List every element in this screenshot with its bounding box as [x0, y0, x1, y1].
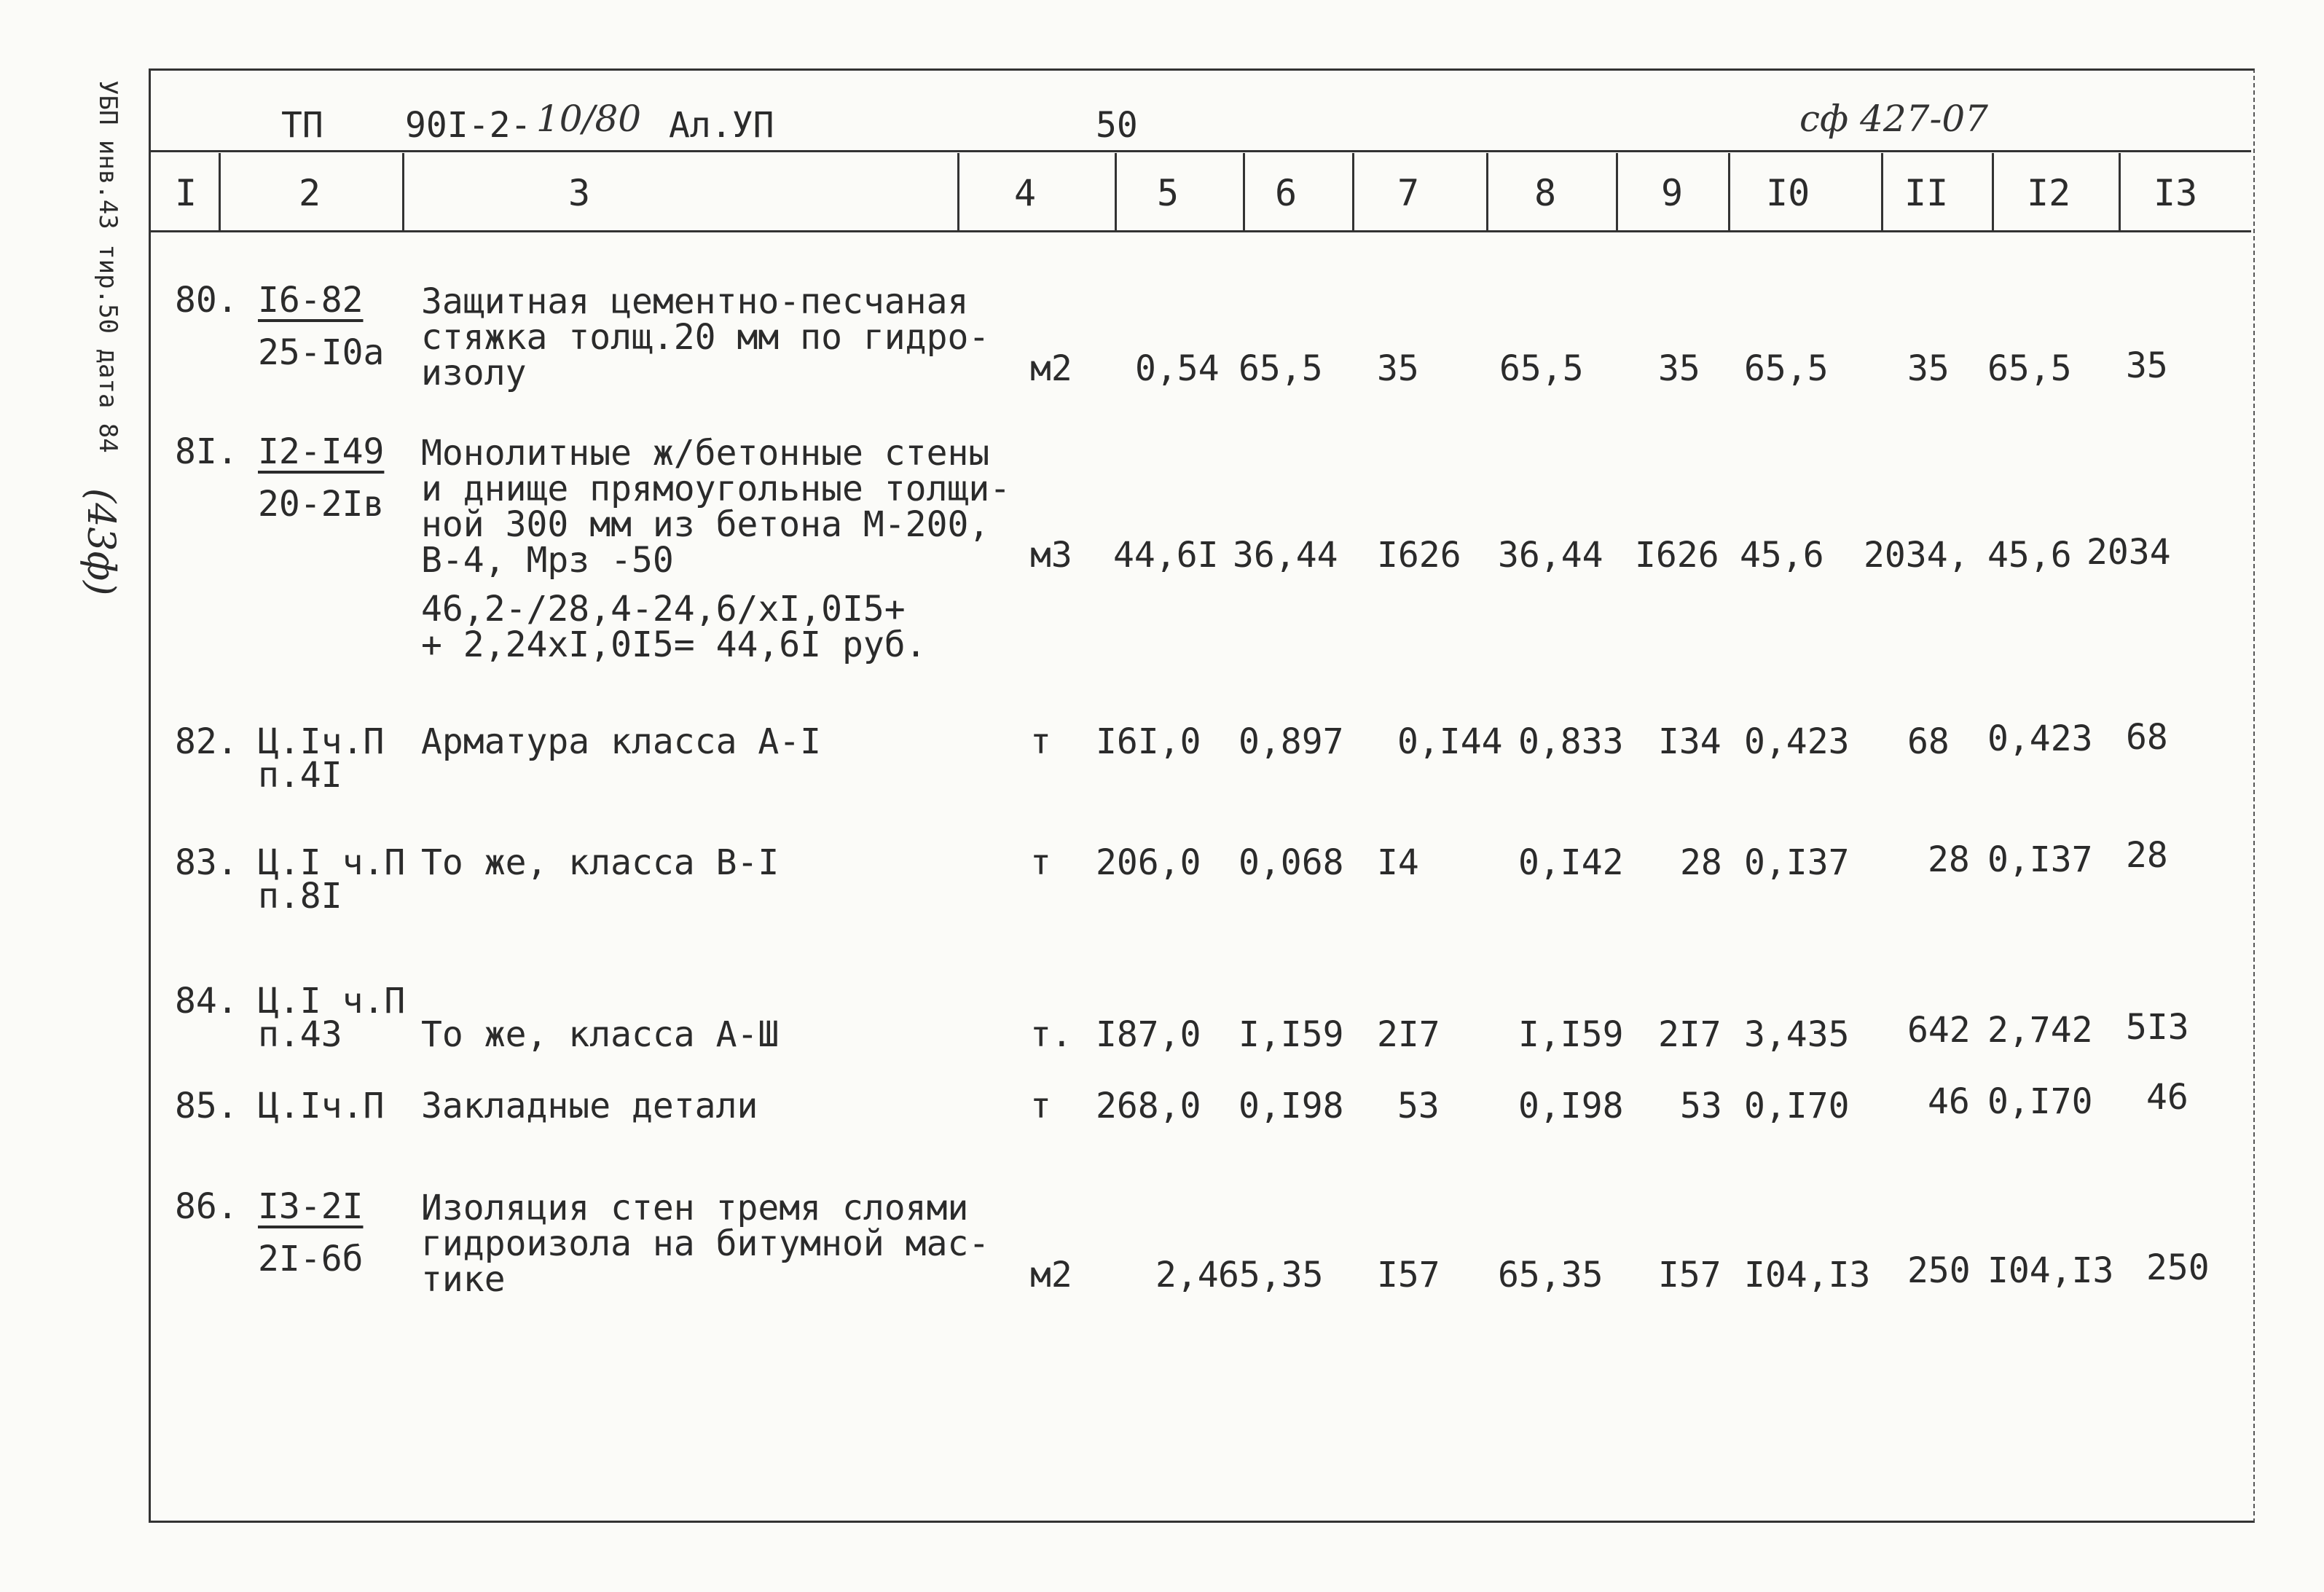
row-number: 84.: [175, 981, 238, 1022]
cell-col13: 28: [2126, 835, 2168, 876]
column-number: 6: [1275, 172, 1298, 214]
cell-col5: 268,0: [1096, 1086, 1201, 1126]
margin-stamp-handwritten: (43ф): [79, 488, 122, 596]
price-code: I6-82: [258, 280, 364, 321]
cell-col5: 2,4: [1155, 1255, 1219, 1295]
cell-col9: I626: [1635, 535, 1719, 576]
cell-col5: 0,54: [1135, 348, 1220, 389]
margin-stamp: [79, 80, 122, 596]
work-description-line: Закладные детали: [421, 1086, 758, 1126]
cell-col5: I6I,0: [1096, 721, 1201, 762]
cell-col10: 65,5: [1744, 348, 1829, 389]
work-description-line: Арматура класса А-I: [421, 721, 822, 762]
work-description-line: То же, класса В-I: [421, 842, 780, 883]
column-number: 2: [299, 172, 321, 214]
price-code: I3-2I: [258, 1186, 364, 1227]
col-divider: [219, 153, 221, 230]
cell-col7: 0,I44: [1397, 721, 1503, 762]
row-number: 86.: [175, 1186, 238, 1227]
price-code-secondary: п.4I: [258, 755, 342, 796]
cell-col12: 0,I37: [1987, 839, 2093, 880]
cell-col13: 68: [2126, 717, 2168, 758]
column-number: 4: [1014, 172, 1037, 214]
doc-code-handwritten: 10/80: [536, 98, 642, 140]
cell-col8: 0,833: [1518, 721, 1624, 762]
work-description-line: Монолитные ж/бетонные стены: [421, 433, 990, 474]
cell-col9: I57: [1658, 1255, 1722, 1295]
cell-col12: 45,6: [1987, 535, 2072, 576]
price-code: Ц.Iч.П: [258, 1086, 385, 1126]
cell-col10: 45,6: [1740, 535, 1824, 576]
cell-col7: I4: [1377, 842, 1419, 883]
col-divider: [1352, 153, 1354, 230]
price-code-secondary: п.43: [258, 1014, 342, 1055]
calculation-note-line: + 2,24хI,0I5= 44,6I руб.: [421, 624, 927, 665]
column-number: 9: [1661, 172, 1684, 214]
work-description-line: стяжка толщ.20 мм по гидро-: [421, 317, 990, 358]
cell-col9: 53: [1680, 1086, 1722, 1126]
cell-col9: I34: [1658, 721, 1722, 762]
col-divider: [1992, 153, 1994, 230]
column-number-rule: [149, 230, 2251, 232]
cell-col6: 65,5: [1238, 348, 1323, 389]
cell-col5: I87,0: [1096, 1014, 1201, 1055]
col-divider: [1486, 153, 1488, 230]
unit: м2: [1030, 1255, 1072, 1295]
price-code-secondary: 20-2Iв: [258, 484, 385, 525]
cell-col8: 65,5: [1499, 348, 1584, 389]
cell-col13: 35: [2126, 345, 2168, 386]
cell-col13: 2034: [2087, 532, 2171, 573]
work-description-line: ной 300 мм из бетона М-200,: [421, 504, 990, 545]
cell-col7: 53: [1397, 1086, 1440, 1126]
price-code-secondary: 2I-6б: [258, 1239, 364, 1279]
cell-col6: 0,068: [1238, 842, 1344, 883]
work-description-line: и днище прямоугольные толщи-: [421, 468, 1011, 509]
unit: т: [1030, 1086, 1051, 1126]
cell-col11: 2034,: [1864, 535, 1969, 576]
cell-col9: 28: [1680, 842, 1722, 883]
row-number: 82.: [175, 721, 238, 762]
cell-col8: 36,44: [1498, 535, 1603, 576]
col-divider: [1243, 153, 1245, 230]
price-code: I2-I49: [258, 431, 385, 472]
work-description-line: Защитная цементно-песчаная: [421, 281, 969, 322]
cell-col5: 206,0: [1096, 842, 1201, 883]
cell-col12: 65,5: [1987, 348, 2072, 389]
col-divider: [402, 153, 404, 230]
page-number: 50: [1096, 105, 1138, 146]
price-code: Ц.I ч.П: [258, 842, 406, 883]
unit: т.: [1030, 1014, 1072, 1055]
unit: м2: [1030, 348, 1072, 389]
cell-col6: 65,35: [1218, 1255, 1324, 1295]
cell-col6: 36,44: [1233, 535, 1338, 576]
work-description-line: Изоляция стен тремя слоями: [421, 1188, 969, 1228]
row-number: 83.: [175, 842, 238, 883]
column-number: I: [175, 172, 197, 214]
row-number: 8I.: [175, 431, 238, 472]
cell-col6: 0,897: [1238, 721, 1344, 762]
cell-col9: 35: [1658, 348, 1700, 389]
cell-col10: 0,423: [1744, 721, 1850, 762]
cell-col12: 0,I70: [1987, 1081, 2093, 1122]
album-label: Ал.УП: [669, 105, 774, 146]
cell-col6: I,I59: [1238, 1014, 1344, 1055]
unit: т: [1030, 721, 1051, 762]
cell-col8: 65,35: [1498, 1255, 1603, 1295]
cell-col11: 68: [1907, 721, 1950, 762]
cell-col10: I04,I3: [1744, 1255, 1871, 1295]
cell-col11: 250: [1907, 1250, 1971, 1291]
handwritten-reference: сф 427-07: [1799, 98, 1988, 140]
work-description-line: изолу: [421, 353, 527, 393]
col-divider: [957, 153, 959, 230]
cell-col7: I626: [1377, 535, 1461, 576]
work-description-line: тике: [421, 1259, 506, 1300]
price-code-secondary: п.8I: [258, 876, 342, 917]
column-number: II: [1904, 172, 1949, 214]
column-number: I0: [1766, 172, 1810, 214]
price-code: Ц.I ч.П: [258, 981, 406, 1022]
col-divider: [1115, 153, 1117, 230]
column-number: I2: [2027, 172, 2071, 214]
cell-col6: 0,I98: [1238, 1086, 1344, 1126]
cell-col5: 44,6I: [1113, 535, 1219, 576]
margin-stamp-text: УБП инв.43 тир.50 дата 84: [93, 80, 122, 453]
cell-col11: 46: [1928, 1081, 1970, 1122]
cell-col7: 35: [1377, 348, 1419, 389]
cell-col11: 35: [1907, 348, 1950, 389]
cell-col12: 0,423: [1987, 718, 2093, 759]
column-number: 7: [1397, 172, 1420, 214]
col-divider: [2119, 153, 2121, 230]
cell-col7: I57: [1377, 1255, 1440, 1295]
cell-col9: 2I7: [1658, 1014, 1722, 1055]
col-divider: [1728, 153, 1730, 230]
cell-col12: I04,I3: [1987, 1250, 2114, 1291]
cell-col8: 0,I42: [1518, 842, 1624, 883]
cell-col11: 642: [1907, 1010, 1971, 1051]
work-description-line: То же, класса А-Ш: [421, 1014, 780, 1055]
cell-col10: 0,I37: [1744, 842, 1850, 883]
row-number: 85.: [175, 1086, 238, 1126]
price-code: Ц.Iч.П: [258, 721, 385, 762]
work-description-line: В-4, Мрз -50: [421, 540, 674, 581]
col-divider: [1881, 153, 1883, 230]
price-code-secondary: 25-I0a: [258, 332, 385, 373]
cell-col13: 46: [2146, 1077, 2188, 1118]
header-rule: [149, 150, 2251, 152]
col-divider: [1616, 153, 1618, 230]
cell-col12: 2,742: [1987, 1010, 2093, 1051]
column-number: I3: [2154, 172, 2198, 214]
cell-col8: I,I59: [1518, 1014, 1624, 1055]
tp-label: ТП: [281, 105, 323, 146]
cell-col10: 0,I70: [1744, 1086, 1850, 1126]
calculation-note-line: 46,2-/28,4-24,6/хI,0I5+: [421, 589, 906, 630]
doc-code: 90I-2-: [405, 105, 532, 146]
cell-col10: 3,435: [1744, 1014, 1850, 1055]
column-number: 8: [1534, 172, 1557, 214]
unit: м3: [1030, 535, 1072, 576]
column-number: 5: [1157, 172, 1179, 214]
work-description-line: гидроизола на битумной мас-: [421, 1223, 990, 1264]
cell-col11: 28: [1928, 839, 1970, 880]
unit: т: [1030, 842, 1051, 883]
row-number: 80.: [175, 280, 238, 321]
cell-col8: 0,I98: [1518, 1086, 1624, 1126]
cell-col7: 2I7: [1377, 1014, 1440, 1055]
column-number: 3: [568, 172, 591, 214]
cell-col13: 250: [2146, 1247, 2210, 1288]
cell-col13: 5I3: [2126, 1007, 2189, 1048]
